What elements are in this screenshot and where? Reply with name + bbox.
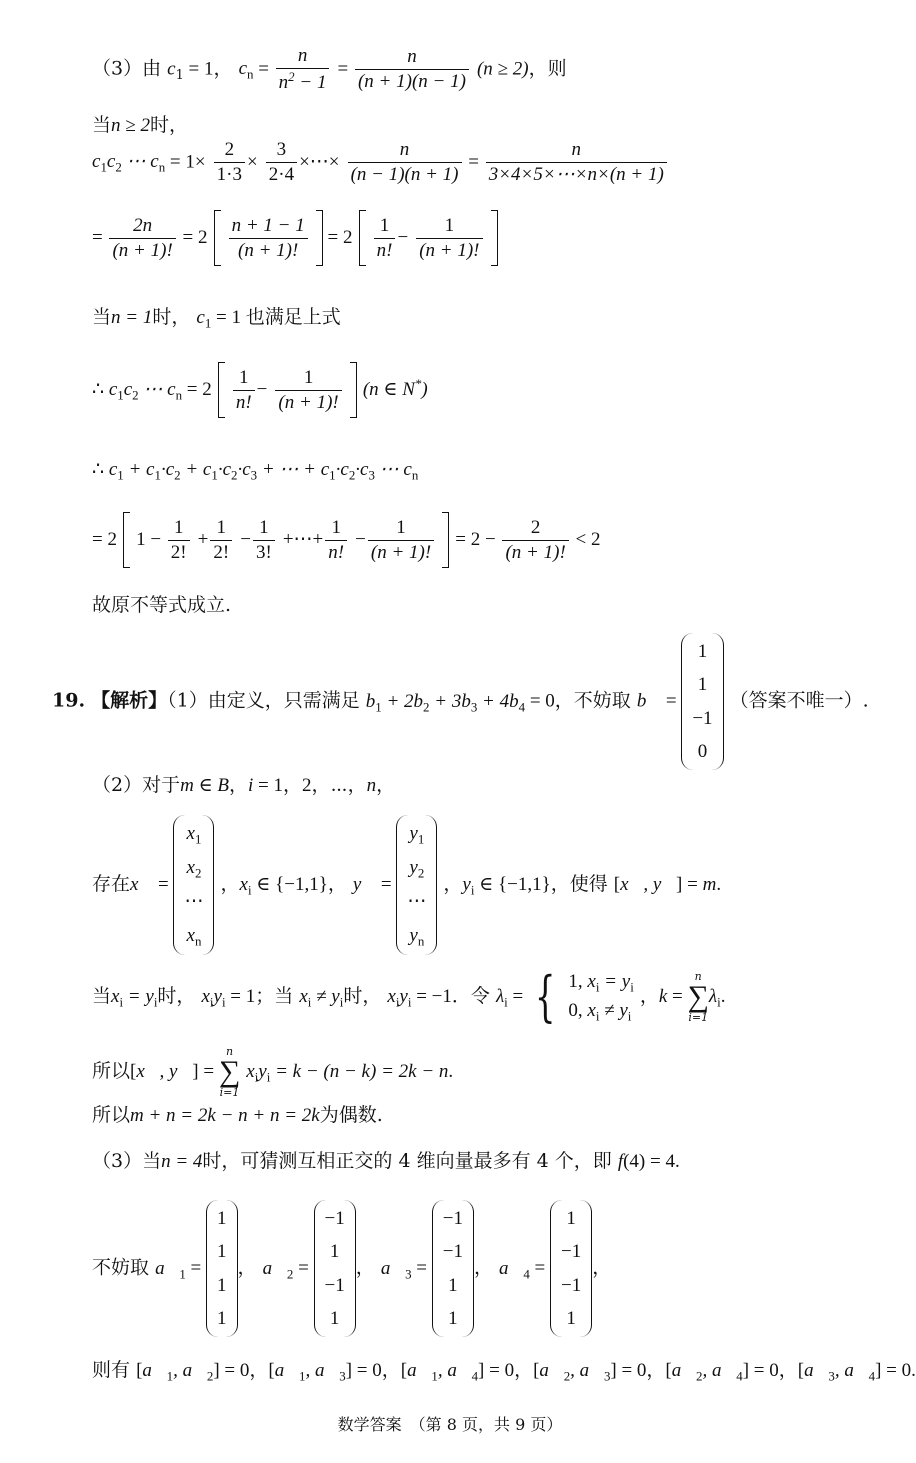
part3-line3: $c_1c_2$ ⋯ $c_n = 1\times$ $\frac{2}{1\cdot 3}$ × $\frac{3}{2\cdot 4}$ ×⋯× $\frac{n}{(n - 1)(n + 1)}$ = $\frac{n}{3\times 4\times 5\times\cdots\times n\times(n + 1)}$ — [92, 138, 669, 187]
part3-line7: ∴ $c_1 + c_1\cdot c_2 + c_1\cdot c_2\cdot c_3$ + ⋯ + $c_1\cdot c_2\cdot c_3$ ⋯ $c_n$ — [92, 459, 419, 483]
b-vector: 1 1 −1 0 — [681, 633, 723, 770]
part3-line6: ∴ $c_1c_2$ ⋯ $c_n = 2$ $\frac{1}{n!}$ − $\frac{1}{(n + 1)!}$ (n ∈ N*) — [92, 362, 428, 418]
page-footer: 数学答案 （第 8 页，共 9 页） — [337, 1415, 563, 1434]
a3-vector: −1 −1 1 1 — [432, 1200, 474, 1337]
part3-line1: （3）由 $c_1 = 1$， $c_n$ = $\frac{n}{n^2 - 1}$ = $\frac{n}{(n + 1)(n - 1)}$ (n ≥ 2)，则 — [92, 45, 567, 93]
q19-part2-line4: 所以[x⃗, y⃗] = n ∑ i=1 $x_iy_i = k - (n - k) = 2k - n$. — [92, 1045, 454, 1099]
part3-line4: = $\frac{2n}{(n + 1)!}$ = 2 $\frac{n + 1 - 1}{(n + 1)!}$ = 2 $\frac{1}{n!}$ − $\frac{1}{(n + 1)!}$ — [92, 210, 498, 266]
q19-part1: 19. 【解析】（1）由定义，只需满足 $b_1 + 2b_2 + 3b_3 + 4b_4 = 0$，不妨取 b⃗ = 1 1 −1 0 （答案不唯一）. — [52, 633, 869, 770]
q19-part3-line2: 不妨取 $a⃗_1 = 1$ 1 1 1， $a⃗_2 = -1$ 1 −1 1， $a⃗_3 = -1$ −1 1 1， $a⃗_4 = 1$ −1 −1 1， — [92, 1200, 611, 1337]
q19-part2-line1: （2）对于m ∈ B，i = 1，2，⋯，n， — [92, 774, 396, 796]
q19-part3-line3: 则有 [$a⃗_1$, $a⃗_2] = 0$，[$a⃗_1$, $a⃗_3] = 0$，[$a⃗_1$, $a⃗_4] = 0$，[$a⃗_2$, $a⃗_3] = 0$，[$a⃗_2$, $a⃗_4] = 0$，[$a⃗_3$, $a⃗_4] = 0$. — [92, 1359, 916, 1384]
q19-part2-line5: 所以m + n = 2k − n + n = 2k为偶数. — [92, 1104, 383, 1126]
q19-part2-line3: 当$x_i = y_i$时， $x_iy_i = 1$；当 $x_i \ne y_i$时， $x_iy_i = -1$．令 $\lambda_i$ = { 1, $x_i = y_i$ 0, $x_i \ne y_i$ ，k = n ∑ i=1 $\lambda_i$. — [92, 964, 726, 1028]
a1-vector: 1 1 1 1 — [206, 1200, 238, 1337]
y-vector: $y_1$ $y_2$ ⋯ $y_n$ — [396, 815, 437, 955]
q19-part2-line2: 存在x⃗ = $x_1$ $x_2$ ⋯ $x_n$ ，$x_i$ ∈ {−1,1}， y⃗ = $y_1$ $y_2$ ⋯ $y_n$ ，$y_i$ ∈ {−1,1}，使得 [x⃗, y⃗] = m. — [92, 815, 721, 955]
a4-vector: 1 −1 −1 1 — [550, 1200, 592, 1337]
q19-part3-line1: （3）当n = 4时，可猜测互相正交的 4 维向量最多有 4 个，即 f(4) = 4. — [92, 1150, 680, 1172]
part3-line8: = 2 1 − $\frac{1}{2!}$ + $\frac{1}{2!}$ − $\frac{1}{3!}$ +⋯+ $\frac{1}{n!}$ − $\frac{1}{(n + 1)!}$ = 2 − $\frac{2}{(n + 1)!}$ < 2 — [92, 512, 601, 568]
x-vector: $x_1$ $x_2$ ⋯ $x_n$ — [173, 815, 214, 955]
part3-line5: 当n = 1时， $c_1 = 1$ 也满足上式 — [92, 306, 341, 331]
part3-line2: 当n ≥ 2时， — [92, 114, 188, 136]
a2-vector: −1 1 −1 1 — [314, 1200, 356, 1337]
part3-conclusion: 故原不等式成立. — [92, 594, 232, 616]
